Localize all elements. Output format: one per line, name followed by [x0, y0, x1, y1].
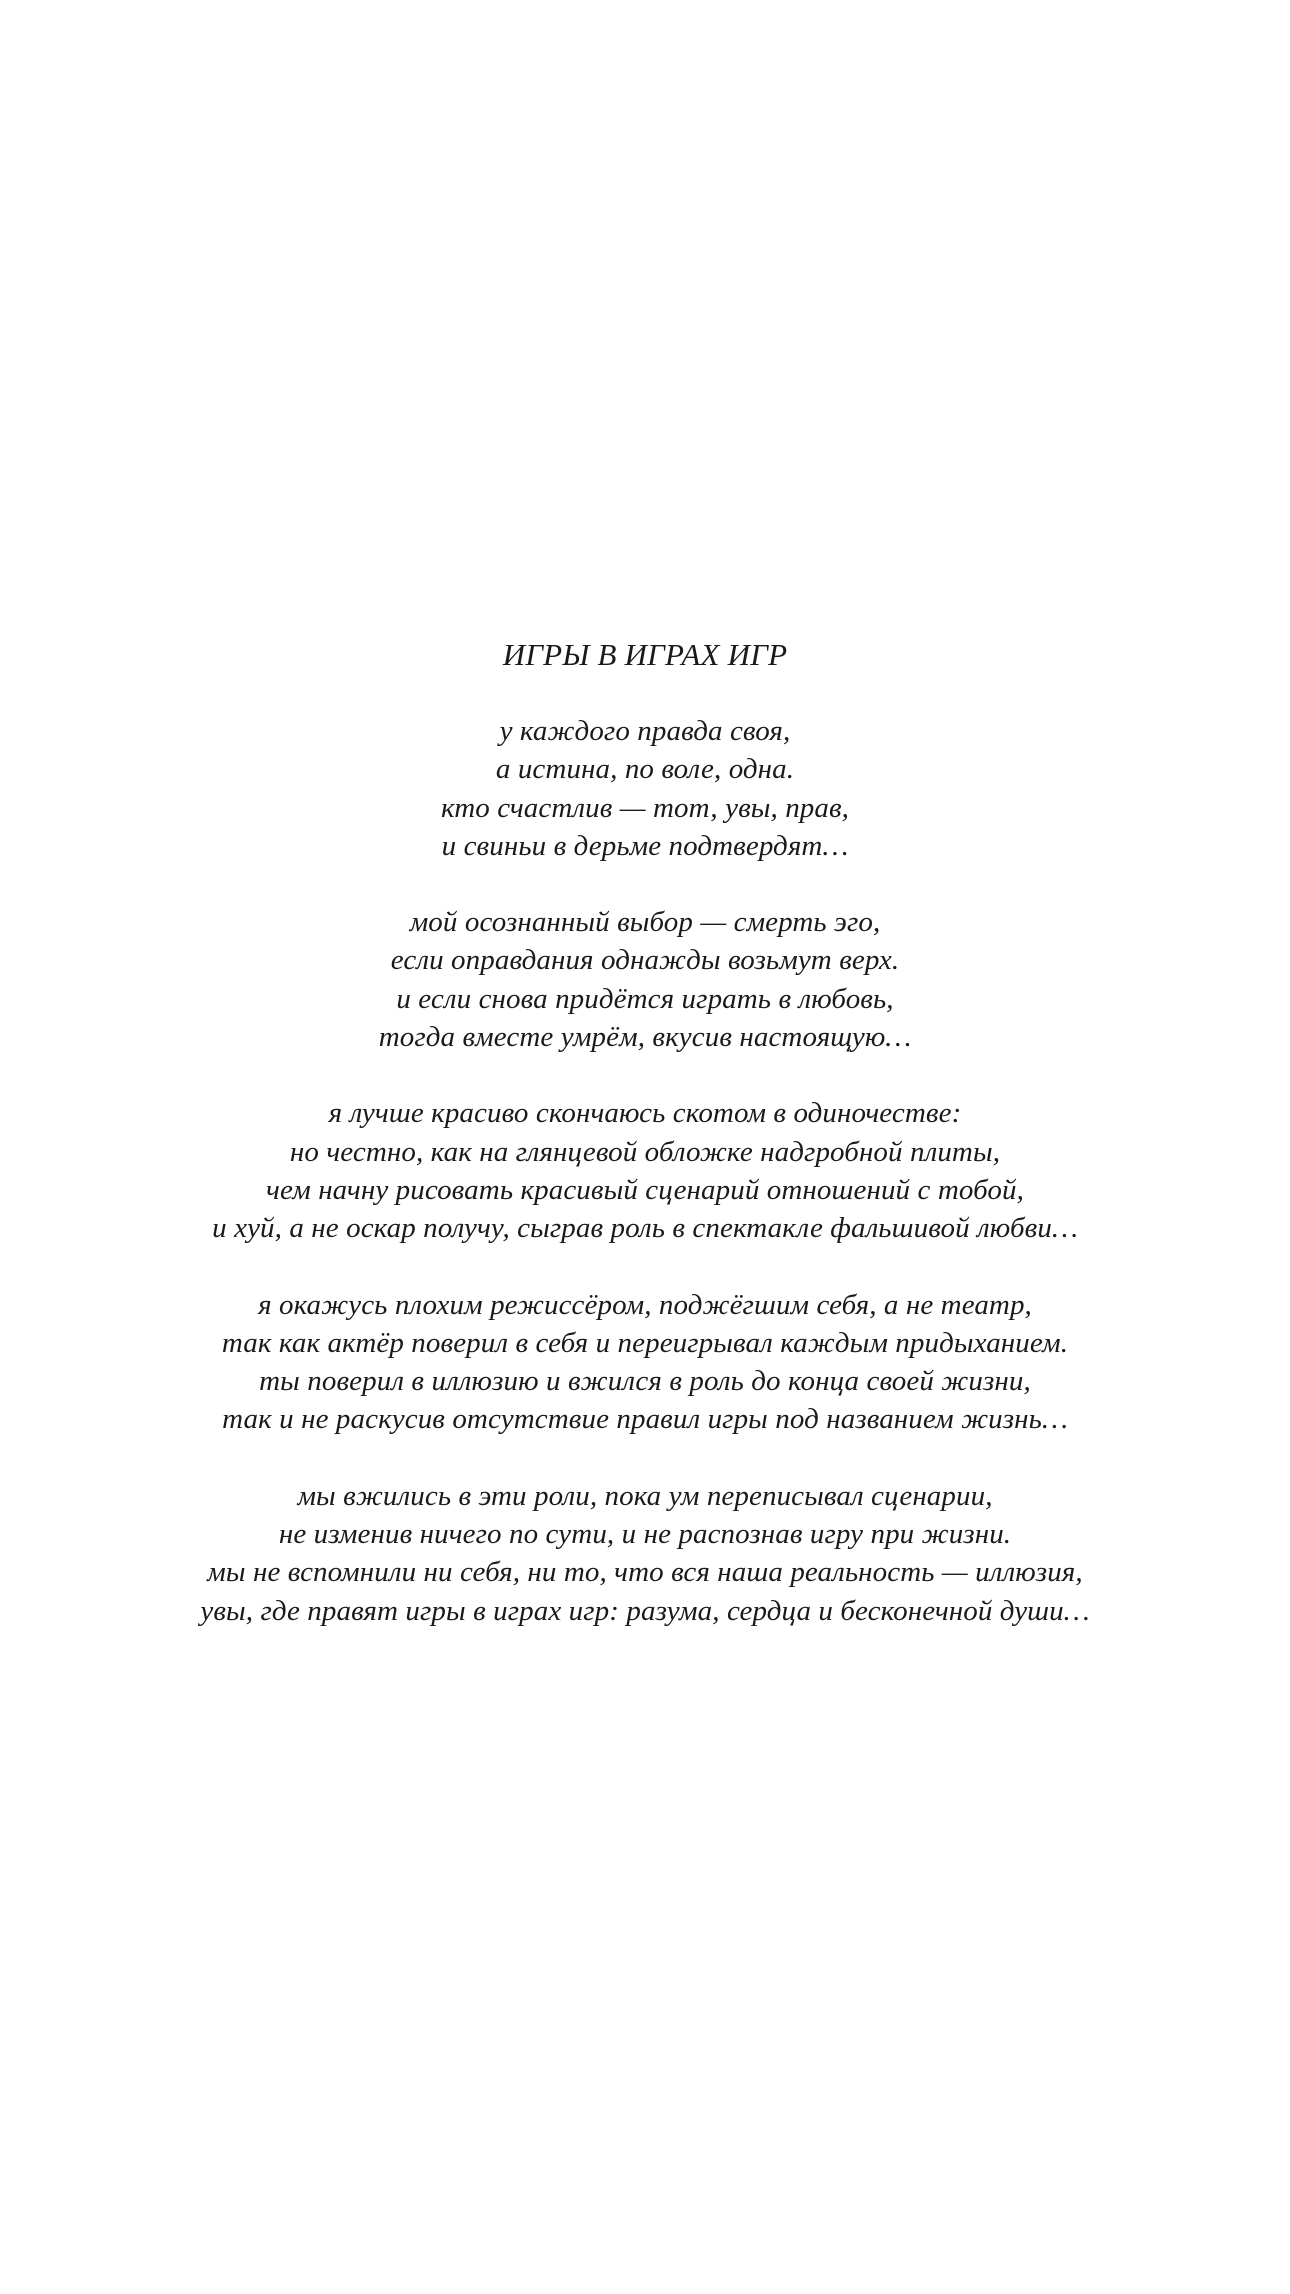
poem-line: чем начну рисовать красивый сценарий отношений с тобой,	[266, 1173, 1024, 1206]
stanza-4	[0, 1286, 1290, 1439]
poem-line: мой осознанный выбор — смерть эго,	[409, 906, 881, 939]
poem-line: у каждого правда своя,	[499, 715, 791, 747]
poem-line: ты поверил в иллюзию и вжился в роль до конца своей жизни,	[259, 1365, 1031, 1398]
stanza-1	[0, 712, 1290, 865]
poem-line: я окажусь плохим режиссёром, поджёгшим себя, а не театр,	[258, 1288, 1032, 1321]
poem-line: мы не вспомнили ни себя, ни то, что вся наша реальность — иллюзия,	[207, 1556, 1083, 1589]
poem-line: кто счастлив — тот, увы, прав,	[440, 791, 850, 824]
poem-line: я лучше красиво скончаюсь скотом в одиночестве:	[328, 1097, 962, 1130]
poem-title: ИГРЫ В ИГРАХ ИГР	[502, 637, 788, 672]
poem-line: но честно, как на глянцевой обложке надгробной плиты,	[289, 1135, 1001, 1168]
poem-line: так и не раскусив отсутствие правил игры под названием жизнь…	[222, 1403, 1068, 1436]
poem-line: и свиньи в дерьме подтвердят…	[441, 829, 849, 862]
poem-line: не изменив ничего по сути, и не распознав игру при жизни.	[278, 1518, 1012, 1551]
stanza-3	[0, 1094, 1290, 1247]
poem-line: мы вжились в эти роли, пока ум переписывал сценарии,	[297, 1479, 993, 1512]
poem-line: если оправдания однажды возьмут верх.	[390, 944, 900, 977]
poem	[0, 636, 1290, 1668]
poem-line: а истина, по воле, одна.	[495, 753, 795, 786]
poem-line: увы, где правят игры в играх игр: разума, сердца и бесконечной души…	[200, 1594, 1090, 1627]
stanza-2	[0, 903, 1290, 1056]
poem-line: и если снова придётся играть в любовь,	[396, 982, 894, 1015]
stanza-5	[0, 1477, 1290, 1630]
poem-line: тогда вместе умрём, вкусив настоящую…	[378, 1021, 912, 1054]
poem-line: и хуй, а не оскар получу, сыграв роль в спектакле фальшивой любви…	[212, 1212, 1078, 1245]
poem-line: так как актёр поверил в себя и переигрывал каждым придыханием.	[221, 1326, 1069, 1359]
